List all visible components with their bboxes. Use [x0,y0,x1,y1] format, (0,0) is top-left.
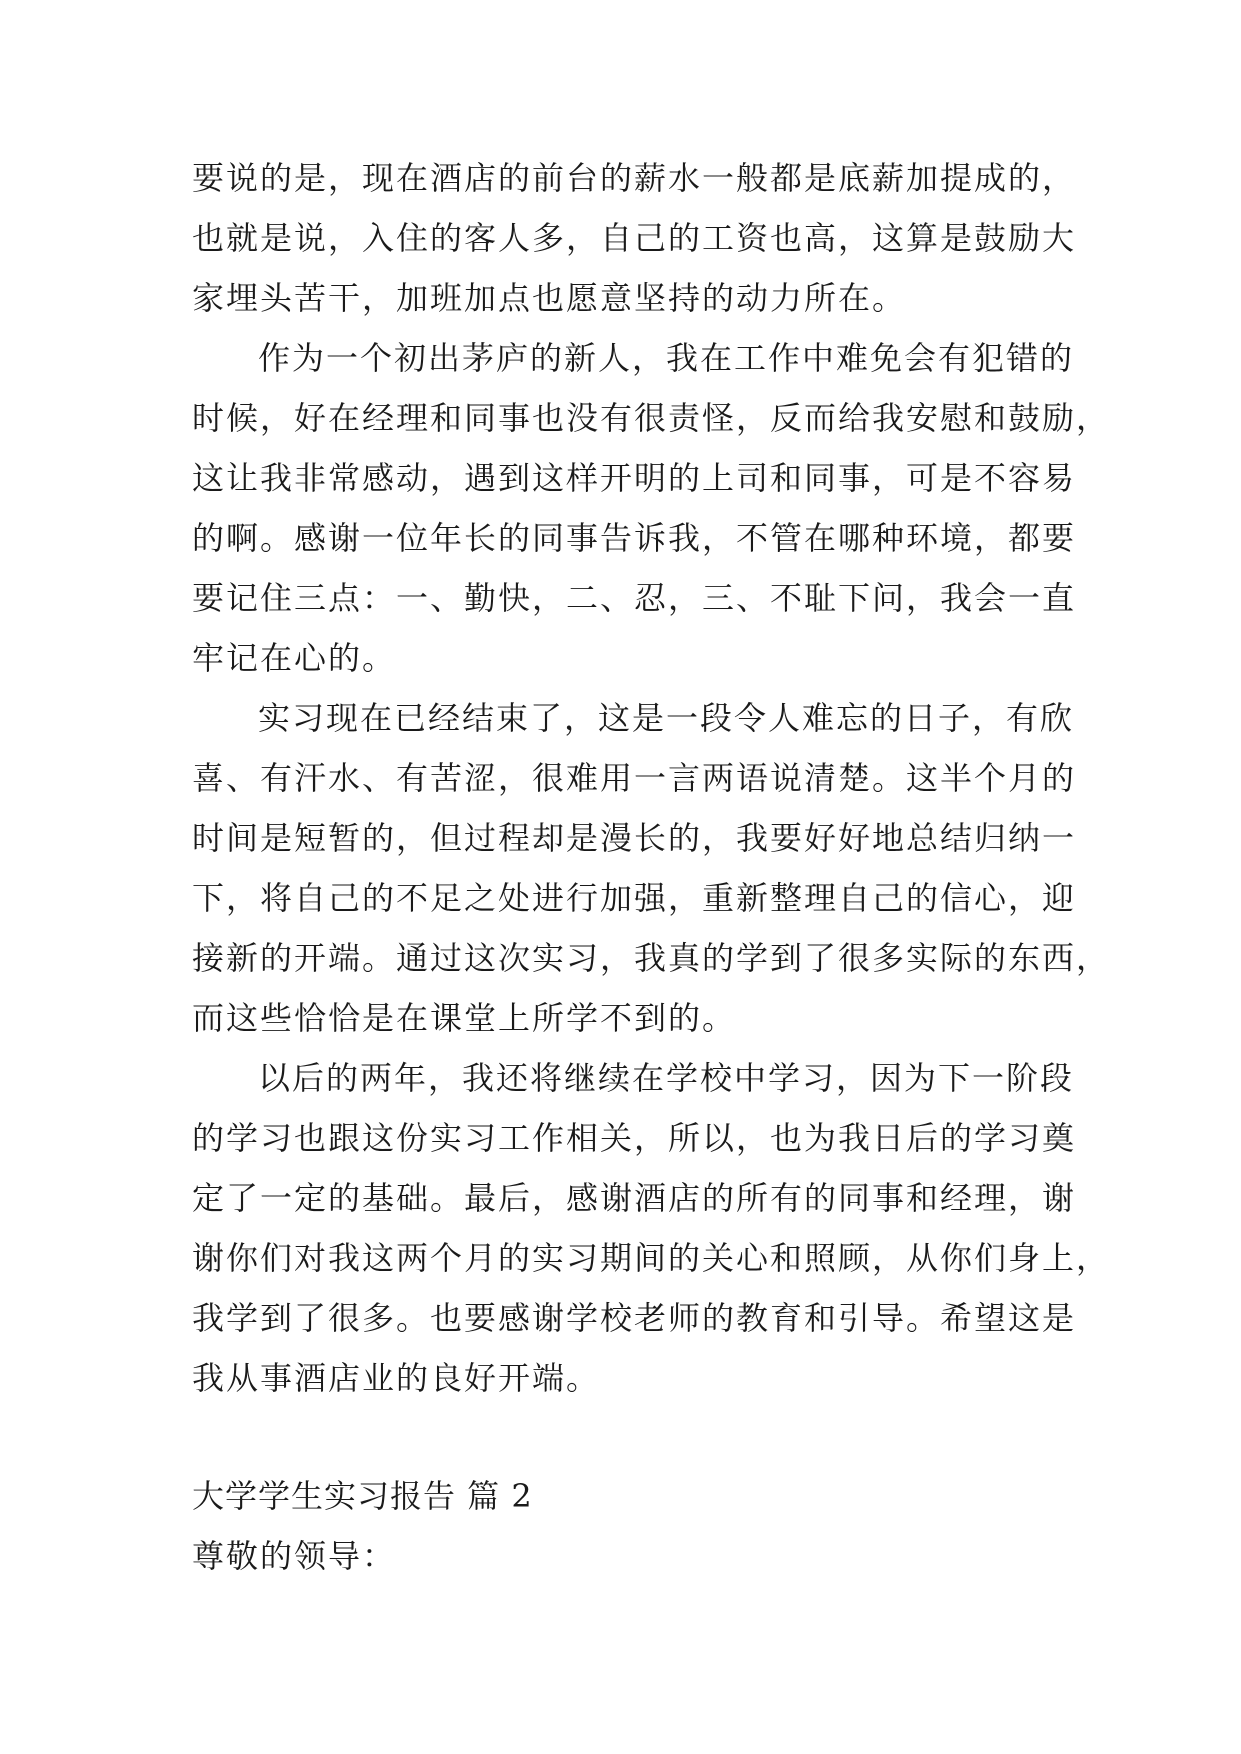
salutation: 尊敬的领导： [192,1537,397,1575]
text-line: 的啊。感谢一位年长的同事告诉我，不管在哪种环境，都要 [192,519,1077,557]
paragraph-first-line: 以后的两年，我还将继续在学校中学习，因为下一阶段 [258,1059,1075,1097]
text-line: 也就是说，入住的客人多，自己的工资也高，这算是鼓励大 [192,219,1077,257]
text-line: 要说的是，现在酒店的前台的薪水一般都是底薪加提成的， [192,159,1077,197]
text-line: 喜、有汗水、有苦涩，很难用一言两语说清楚。这半个月的 [192,759,1077,797]
text-line: 家埋头苦干，加班加点也愿意坚持的动力所在。 [192,279,907,317]
text-line: 这让我非常感动，遇到这样开明的上司和同事，可是不容易 [192,459,1077,497]
paragraph-first-line: 作为一个初出茅庐的新人，我在工作中难免会有犯错的 [258,339,1075,377]
text-line: 时间是短暂的，但过程却是漫长的，我要好好地总结归纳一 [192,819,1077,857]
text-line: 谢你们对我这两个月的实习期间的关心和照顾，从你们身上， [192,1239,1111,1277]
paragraph-first-line: 实习现在已经结束了，这是一段令人难忘的日子，有欣 [258,699,1075,737]
text-line: 而这些恰恰是在课堂上所学不到的。 [192,999,737,1037]
text-line: 我学到了很多。也要感谢学校老师的教育和引导。希望这是 [192,1299,1077,1337]
section-heading: 大学学生实习报告 篇 2 [192,1477,533,1515]
text-line: 定了一定的基础。最后，感谢酒店的所有的同事和经理，谢 [192,1179,1077,1217]
text-line: 的学习也跟这份实习工作相关，所以，也为我日后的学习奠 [192,1119,1077,1157]
text-line: 时候，好在经理和同事也没有很责怪，反而给我安慰和鼓励， [192,399,1111,437]
text-line: 我从事酒店业的良好开端。 [192,1359,601,1397]
text-line: 接新的开端。通过这次实习，我真的学到了很多实际的东西， [192,939,1111,977]
text-line: 要记住三点：一、勤快，二、忍，三、不耻下问，我会一直 [192,579,1077,617]
text-line: 牢记在心的。 [192,639,397,677]
text-line: 下，将自己的不足之处进行加强，重新整理自己的信心，迎 [192,879,1077,917]
